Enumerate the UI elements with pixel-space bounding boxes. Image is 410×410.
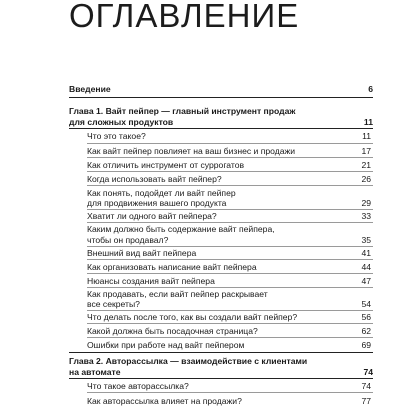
toc-item-page: 44 — [361, 262, 371, 272]
divider — [87, 310, 373, 311]
toc-item-page: 41 — [361, 248, 371, 258]
divider — [87, 185, 373, 186]
toc-item-title: Как авторассылка влияет на продажи? — [87, 396, 242, 406]
toc-item-page: 17 — [361, 146, 371, 156]
divider — [87, 392, 373, 393]
toc-item-page: 77 — [361, 396, 371, 406]
toc-item-page: 33 — [361, 211, 371, 221]
toc-item-title: Что такое авторассылка? — [87, 381, 189, 391]
toc-item-title: все секреты? — [87, 299, 140, 309]
divider — [87, 337, 373, 338]
toc-chapter-page: 74 — [363, 367, 373, 377]
toc-item-page: 29 — [361, 198, 371, 208]
toc-item-title: Когда использовать вайт пейпер? — [87, 174, 222, 184]
toc-item-page: 26 — [361, 174, 371, 184]
toc-item-page: 69 — [361, 340, 371, 350]
toc-item-page: 56 — [361, 312, 371, 322]
toc-item-title: Как организовать написание вайт пейпера — [87, 262, 257, 272]
toc-item-page: 21 — [361, 160, 371, 170]
toc-chapter-page: 11 — [363, 117, 373, 127]
toc-item-title: Что это такое? — [87, 131, 146, 141]
divider — [87, 222, 373, 223]
page-title: ОГЛАВЛЕНИЕ — [69, 0, 300, 34]
divider — [69, 352, 373, 353]
toc-item-title: Что делать после того, как вы создали вайт пейпер? — [87, 312, 298, 322]
toc-chapter-title: Глава 2. Авторассылка — взаимодействие с клиентами — [69, 356, 308, 366]
toc-entry-page: 6 — [368, 84, 373, 94]
toc-item-title: Как отличить инструмент от суррогатов — [87, 160, 245, 170]
toc-item-title: Нюансы создания вайт пейпера — [87, 276, 215, 286]
divider — [87, 287, 373, 288]
toc-chapter-title: Глава 1. Вайт пейпер — главный инструмент продаж — [69, 106, 296, 116]
toc-item-title: Каким должно быть содержание вайт пейпера, — [87, 224, 275, 234]
toc-item-page: 54 — [361, 299, 371, 309]
toc-item-title: для продвижения вашего продукта — [87, 198, 227, 208]
divider — [87, 209, 373, 210]
divider — [87, 157, 373, 158]
toc-item-title: Как понять, подойдет ли вайт пейпер — [87, 188, 236, 198]
divider — [87, 273, 373, 274]
divider — [69, 97, 373, 98]
toc-chapter-title: на автомате — [69, 367, 121, 377]
divider — [87, 171, 373, 172]
toc-item-page: 35 — [361, 235, 371, 245]
toc-item-title: Какой должна быть посадочная страница? — [87, 326, 258, 336]
toc-item-title: Как вайт пейпер повлияет на ваш бизнес и продажи — [87, 146, 296, 156]
divider — [87, 246, 373, 247]
toc-item-page: 74 — [361, 381, 371, 391]
toc-item-page: 62 — [361, 326, 371, 336]
toc-item-page: 11 — [362, 131, 371, 141]
toc-item-title: чтобы он продавал? — [87, 235, 169, 245]
divider — [69, 378, 373, 379]
divider — [87, 259, 373, 260]
toc-item-title: Внешний вид вайт пейпера — [87, 248, 197, 258]
toc-item-page: 47 — [361, 276, 371, 286]
toc-item-title: Хватит ли одного вайт пейпера? — [87, 211, 217, 221]
toc-entry-title: Введение — [69, 84, 111, 94]
toc-item-title: Ошибки при работе над вайт пейпером — [87, 340, 245, 350]
toc-item-title: Как продавать, если вайт пейпер раскрывает — [87, 289, 268, 299]
divider — [87, 323, 373, 324]
divider — [87, 143, 373, 144]
toc-chapter-title: для сложных продуктов — [69, 117, 174, 127]
divider — [69, 128, 373, 129]
